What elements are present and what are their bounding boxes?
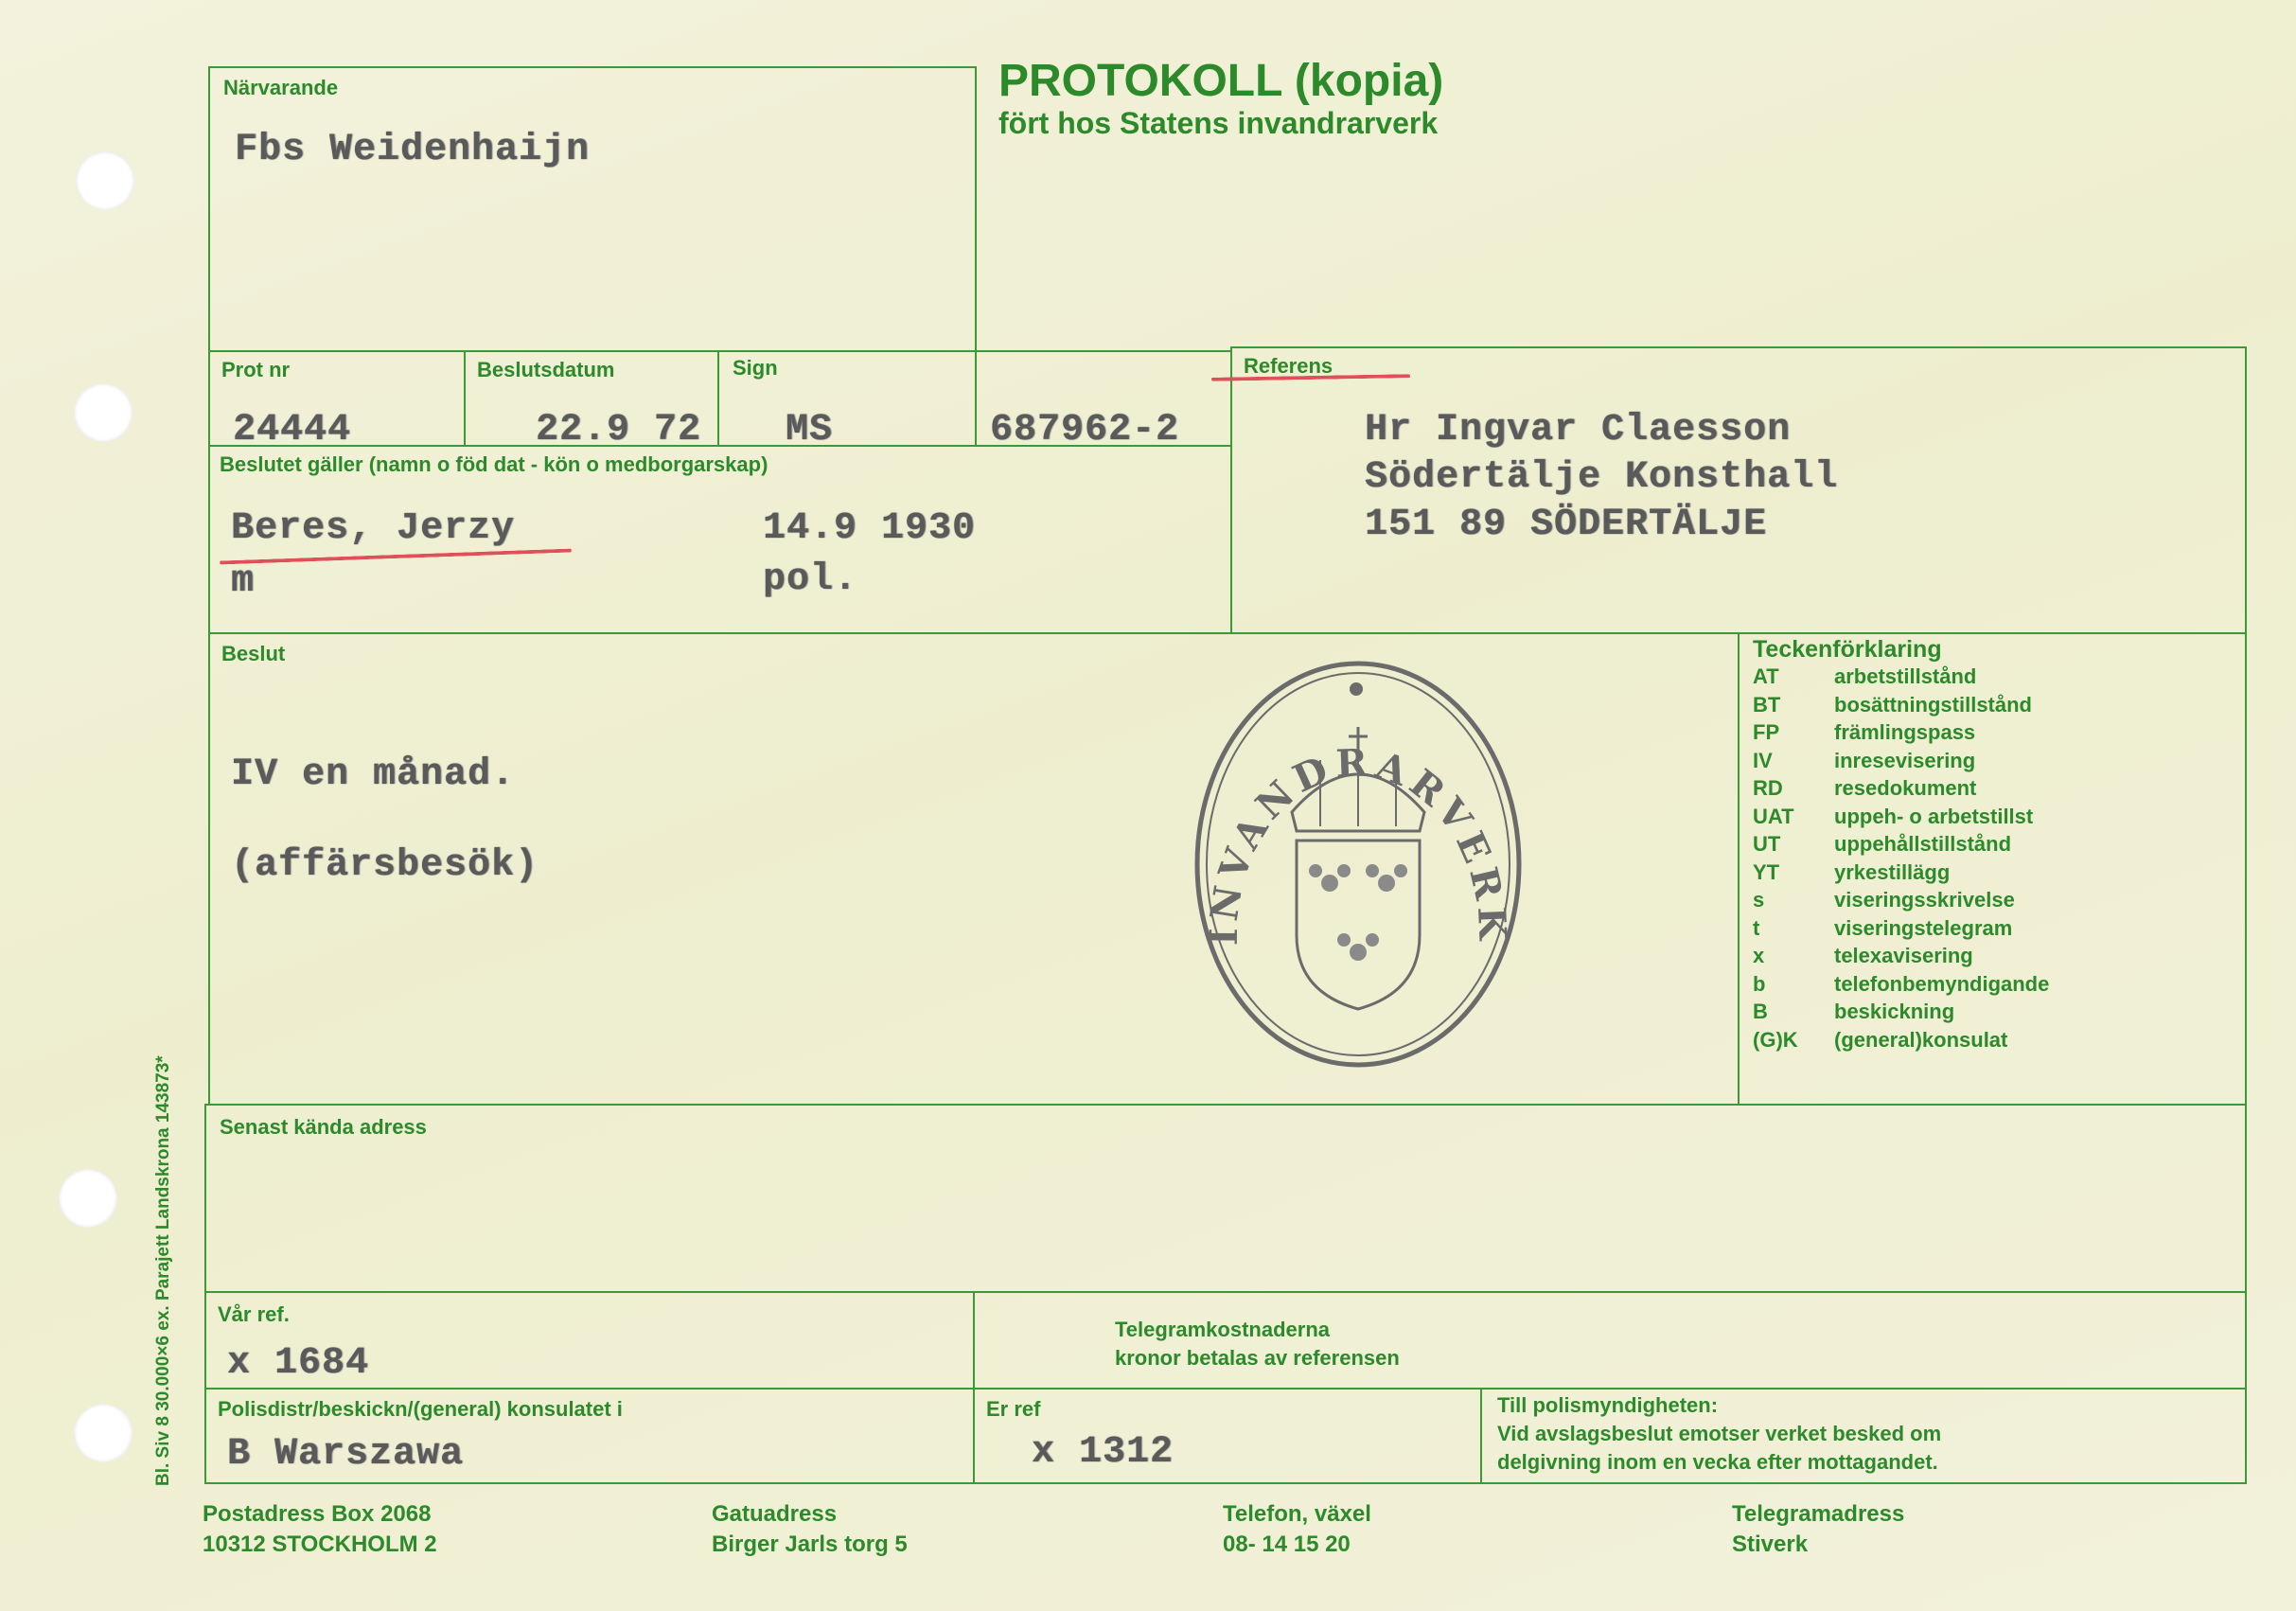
referens-label: Referens bbox=[1244, 354, 1333, 378]
legend-code: BT bbox=[1753, 692, 1781, 717]
legend-code: t bbox=[1753, 915, 1760, 940]
polis-line-3: delgivning inom en vecka efter mottagandet. bbox=[1497, 1450, 1938, 1474]
var-ref-label: Vår ref. bbox=[218, 1302, 290, 1326]
legend-item bbox=[1753, 720, 1975, 745]
legend-code: AT bbox=[1753, 664, 1779, 688]
legend-item bbox=[1753, 972, 2049, 997]
legend-code: UAT bbox=[1753, 804, 1794, 828]
er-ref-label: Er ref bbox=[986, 1397, 1041, 1421]
telefon-value: 08- 14 15 20 bbox=[1223, 1531, 1351, 1557]
punch-hole bbox=[74, 1404, 132, 1462]
legend-text: bosättningstillstånd bbox=[1834, 692, 2032, 717]
legend-code: b bbox=[1753, 971, 1766, 996]
narvarande-label: Närvarande bbox=[223, 76, 339, 99]
legend-item bbox=[1753, 693, 2032, 717]
footer-gatuadress bbox=[712, 1499, 908, 1560]
page-title: PROTOKOLL (kopia) bbox=[998, 56, 1444, 106]
legend-text: främlingspass bbox=[1834, 720, 1976, 744]
seal-text: INVANDRARVERK bbox=[1201, 740, 1515, 947]
footer-postadress bbox=[203, 1499, 437, 1560]
telefon-label: Telefon, växel bbox=[1223, 1501, 1371, 1527]
legend-item bbox=[1753, 749, 1975, 773]
legend-text: viseringsskrivelse bbox=[1834, 888, 2015, 912]
legend-text: telexavisering bbox=[1834, 944, 1973, 967]
legend-code: x bbox=[1753, 944, 1765, 967]
telegramadress-value: Stiverk bbox=[1732, 1531, 1809, 1557]
footer-telefon bbox=[1223, 1499, 1371, 1560]
person-birth-date: 14.9 1930 bbox=[763, 507, 977, 550]
beslut-label: Beslut bbox=[221, 642, 286, 665]
legend-code: RD bbox=[1753, 776, 1783, 800]
beslutsdatum-label: Beslutsdatum bbox=[477, 358, 615, 381]
person-sex: m bbox=[231, 560, 256, 603]
person-citizenship: pol. bbox=[763, 558, 858, 601]
sign-value: MS bbox=[786, 409, 834, 451]
legend-item bbox=[1753, 916, 2012, 941]
number-value: 687962-2 bbox=[990, 409, 1180, 451]
legend-item bbox=[1753, 664, 1976, 689]
polisdistr-label: Polisdistr/beskickn/(general) konsulatet i bbox=[218, 1397, 623, 1421]
legend-item bbox=[1753, 888, 2015, 912]
telegramadress-label: Telegramadress bbox=[1732, 1501, 1905, 1527]
page-subtitle: fört hos Statens invandrarverk bbox=[998, 106, 1439, 140]
legend-item bbox=[1753, 832, 2011, 857]
legend-item bbox=[1753, 805, 2033, 829]
legend-text: uppeh- o arbetstillst bbox=[1834, 804, 2034, 828]
telegram-line-2: kronor betalas av referensen bbox=[1115, 1346, 1400, 1370]
referens-line-2: Södertälje Konsthall bbox=[1365, 456, 1839, 499]
punch-hole bbox=[59, 1169, 117, 1228]
gatuadress-label: Gatuadress bbox=[712, 1501, 838, 1527]
beslutsdatum-value: 22.9 72 bbox=[536, 409, 702, 451]
legend-text: uppehållstillstånd bbox=[1834, 832, 2012, 856]
legend-code: YT bbox=[1753, 859, 1780, 884]
person-name: Beres, Jerzy bbox=[231, 507, 516, 550]
beslut-line-2: (affärsbesök) bbox=[231, 844, 539, 887]
beslutet-galler-label: Beslutet gäller (namn o föd dat - kön o medborgarskap) bbox=[220, 452, 768, 476]
gatuadress-value: Birger Jarls torg 5 bbox=[712, 1531, 908, 1557]
legend-code: B bbox=[1753, 1000, 1768, 1023]
polisdistr-value: B Warszawa bbox=[227, 1433, 465, 1476]
sign-label: Sign bbox=[733, 356, 778, 380]
side-print-info: Bl. Siv 8 30.000×6 ex. Parajett Landskrona 143873* bbox=[153, 1055, 173, 1486]
legend-text: beskickning bbox=[1834, 1000, 1955, 1023]
legend-code: s bbox=[1753, 888, 1765, 912]
beslut-line-1: IV en månad. bbox=[231, 753, 516, 796]
legend-text: viseringstelegram bbox=[1834, 915, 2013, 940]
svg-text:INVANDRARVERK bbox=[1202, 740, 1515, 946]
footer-telegramadress bbox=[1732, 1499, 1904, 1560]
punch-hole bbox=[74, 383, 132, 442]
polis-line-1: Till polismyndigheten: bbox=[1497, 1393, 1719, 1417]
legend-code: IV bbox=[1753, 748, 1773, 772]
referens-line-1: Hr Ingvar Claesson bbox=[1365, 409, 1792, 451]
legend-item bbox=[1753, 860, 1950, 885]
postadress-city: 10312 STOCKHOLM 2 bbox=[203, 1531, 437, 1557]
punch-hole bbox=[76, 151, 134, 210]
narvarande-box bbox=[208, 66, 977, 352]
legend-text: telefonbemyndigande bbox=[1834, 971, 2050, 996]
legend-text: yrkestillägg bbox=[1834, 859, 1951, 884]
prot-nr-label: Prot nr bbox=[221, 358, 291, 381]
legend-text: resedokument bbox=[1834, 776, 1977, 800]
referens-line-3: 151 89 SÖDERTÄLJE bbox=[1365, 504, 1768, 546]
prot-nr-value: 24444 bbox=[233, 409, 352, 451]
legend-item bbox=[1753, 944, 1973, 968]
legend-text: inresevisering bbox=[1834, 748, 1976, 772]
var-ref-value: x 1684 bbox=[227, 1342, 370, 1385]
legend-item bbox=[1753, 776, 1976, 801]
legend-code: (G)K bbox=[1753, 1027, 1798, 1052]
legend-text: arbetstillstånd bbox=[1834, 664, 1977, 688]
legend-code: FP bbox=[1753, 720, 1780, 744]
legend-item bbox=[1753, 1028, 2007, 1053]
legend-title: Teckenförklaring bbox=[1753, 636, 1942, 663]
postadress-label: Postadress Box 2068 bbox=[203, 1501, 432, 1527]
er-ref-value: x 1312 bbox=[1032, 1431, 1174, 1474]
statens-invandrarverk-seal bbox=[1188, 651, 1528, 1068]
legend-text: (general)konsulat bbox=[1834, 1027, 2008, 1052]
senast-kanda-adress-box bbox=[204, 1104, 2247, 1293]
legend-code: UT bbox=[1753, 832, 1781, 856]
narvarande-value: Fbs Weidenhaijn bbox=[235, 129, 591, 171]
legend-item bbox=[1753, 1000, 1954, 1024]
senast-kanda-adress-label: Senast kända adress bbox=[220, 1115, 427, 1139]
telegram-line-1: Telegramkostnaderna bbox=[1115, 1318, 1331, 1341]
polis-line-2: Vid avslagsbeslut emotser verket besked om bbox=[1497, 1422, 1942, 1445]
